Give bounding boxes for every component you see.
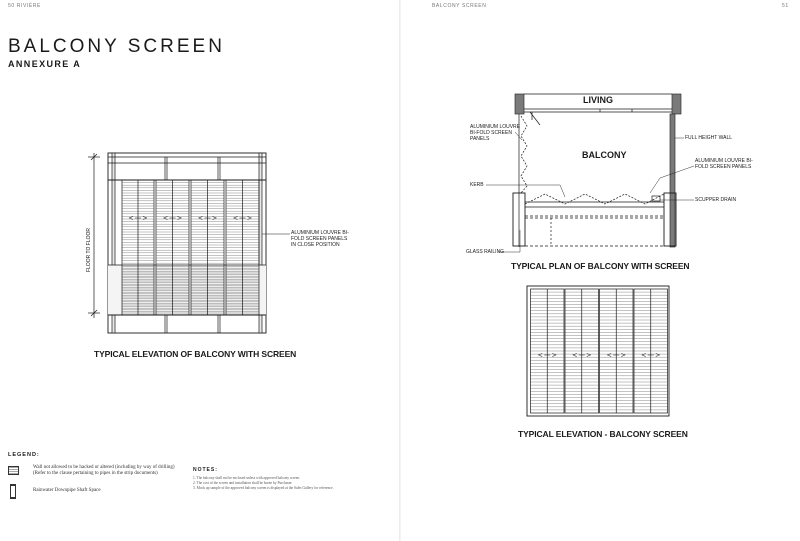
right-page-number: 51: [782, 3, 789, 9]
elevation-caption: TYPICAL ELEVATION OF BALCONY WITH SCREEN: [94, 349, 297, 359]
legend-wall-line1: Wall not allowed to be hacked or altered (including by way of drilling): [33, 465, 175, 470]
legend-item-wall: [33, 465, 175, 477]
note-item: 2. The cost of the screen and installation shall be borne by Purchaser.: [193, 481, 293, 485]
page-title: BALCONY SCREEN: [8, 36, 225, 57]
plan-right-panels-callout: ALUMINIUM LOUVRE BI-FOLD SCREEN PANELS: [695, 158, 753, 170]
legend-title: LEGEND:: [8, 452, 40, 458]
left-page-header: 50 RIVIÈRE: [8, 3, 41, 9]
plan-caption: TYPICAL PLAN OF BALCONY WITH SCREEN: [511, 261, 690, 271]
plan-wall-callout: FULL HEIGHT WALL: [685, 135, 733, 141]
page-subtitle: ANNEXURE A: [8, 59, 82, 69]
legend-wall-swatch: [8, 466, 19, 475]
floor-to-floor-label: FLOOR TO FLOOR: [86, 228, 92, 272]
legend-downpipe-symbol: [10, 484, 16, 499]
plan-drain-callout: SCUPPER DRAIN: [695, 197, 737, 203]
plan-kerb-callout: KERB: [470, 182, 484, 188]
screen-elevation-caption: TYPICAL ELEVATION - BALCONY SCREEN: [518, 429, 688, 439]
note-item: 1. The balcony shall not be enclosed unless with approved balcony screen.: [193, 476, 301, 480]
plan-left-panels-callout: ALUMINIUM LOUVRE BI-FOLD SCREEN PANELS: [470, 124, 521, 142]
legend-wall-line2: (Refer to the clause pertaining to pipes in the strip documents): [33, 471, 158, 476]
notes-title: NOTES:: [193, 467, 218, 473]
plan-glass-railing-callout: GLASS RAILING: [466, 249, 505, 255]
plan-living-label: LIVING: [583, 95, 614, 105]
louvre-panels-callout: ALUMINIUM LOUVRE BI-FOLD SCREEN PANELS IN CLOSE POSITION: [291, 230, 349, 248]
plan-balcony-label: BALCONY: [582, 150, 627, 160]
legend-item-downpipe: Rainwater Downpipe Shaft Space: [33, 488, 101, 493]
note-item: 3. Mock up sample of the approved balcony screen is displayed at the Sales Gallery for reference.: [193, 486, 334, 490]
section-header: BALCONY SCREEN: [432, 3, 487, 9]
